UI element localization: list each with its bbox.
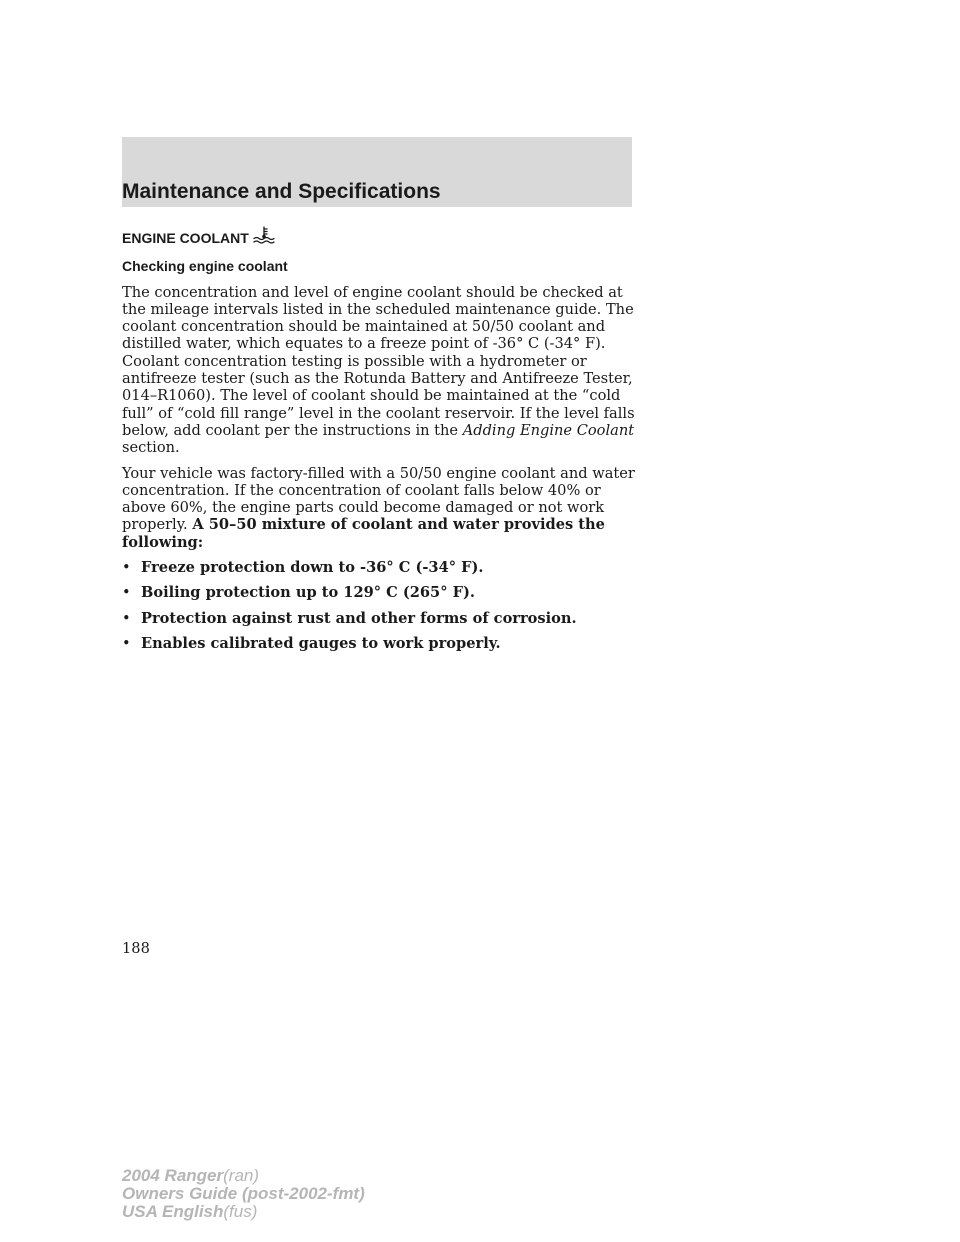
paragraph1-text: The concentration and level of engine coolant should be checked at the mileage intervals listed in the scheduled maintenance guide. The coolant concentration should be maintained at 50/50 coolant and distilled water, which equates to a freeze point of -36° C (-34° F). Coolant concentration testing is possible with a hydrometer or antifreeze tester (such as the Rotunda Battery and Antifreeze Tester, 014–R1060). The level of coolant should be maintained at the “cold full” of “cold fill range” level in the coolant reservoir. If the level falls below, add coolant per the instructions in the: [122, 283, 635, 439]
page-content: [122, 226, 642, 660]
paragraph2-bold-lead: A 50–50 mixture of coolant and water provides the following:: [122, 516, 605, 551]
benefits-list: [122, 559, 642, 652]
engine-coolant-temperature-icon: [252, 226, 276, 248]
paragraph2-text: Your vehicle was factory-filled with a 50/50 engine coolant and water concentration. If the concentration of coolant falls below 40% or above 60%, the engine parts could become damaged or not work properly.: [122, 464, 635, 534]
list-item: • Enables calibrated gauges to work properly.: [122, 635, 642, 652]
footer-language: USA English: [122, 1202, 224, 1221]
heading-engine-coolant: [122, 226, 642, 247]
cross-reference: Adding Engine Coolant: [462, 421, 635, 439]
footer-model-code: (ran): [223, 1166, 260, 1185]
footer-model: 2004 Ranger: [122, 1166, 224, 1185]
footer-line-3: [122, 1203, 365, 1221]
list-item: • Freeze protection down to -36° C (-34° F).: [122, 559, 642, 576]
list-item: • Boiling protection up to 129° C (265° F).: [122, 584, 642, 601]
paragraph-factory-fill: [122, 465, 642, 551]
page-number: 188: [122, 940, 150, 957]
footer-line-2: [122, 1185, 365, 1203]
list-item: • Protection against rust and other forms of corrosion.: [122, 610, 642, 627]
heading-title: ENGINE COOLANT: [122, 230, 249, 246]
footer-language-code: (fus): [223, 1202, 258, 1221]
subheading: Checking engine coolant: [122, 258, 288, 275]
footer-guide: Owners Guide (post-2002-fmt): [122, 1184, 365, 1203]
document-footer: [122, 1167, 365, 1221]
footer-line-1: [122, 1167, 365, 1185]
paragraph1-tail: section.: [122, 439, 180, 457]
paragraph-checking-coolant: [122, 284, 642, 457]
section-title: Maintenance and Specifications: [122, 180, 441, 203]
